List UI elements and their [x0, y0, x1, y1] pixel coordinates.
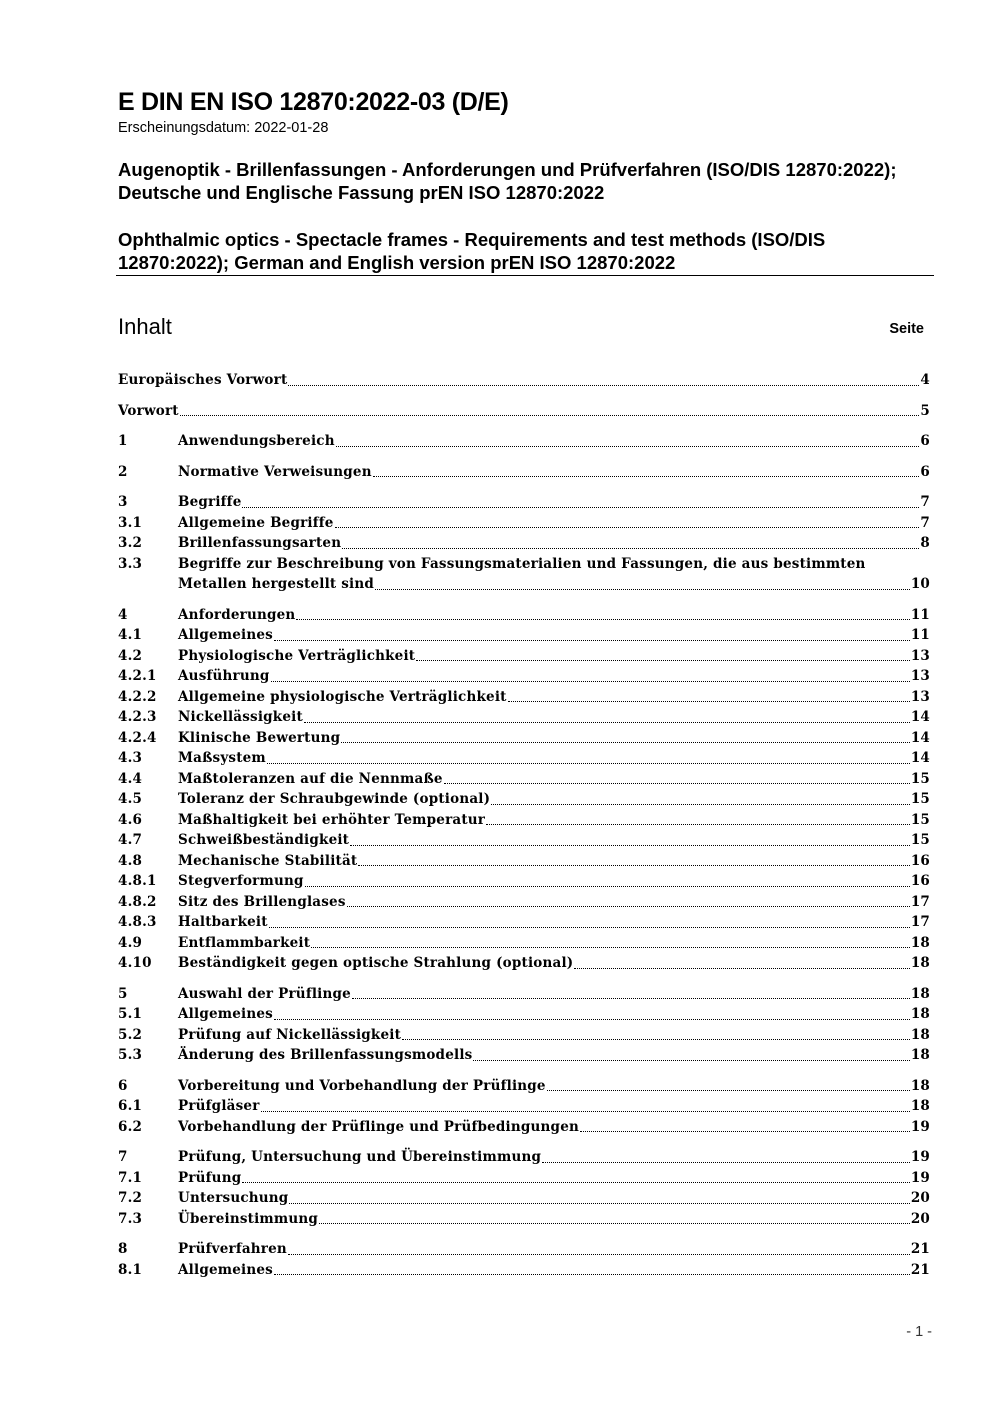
toc-leader-dots [311, 946, 910, 948]
toc-entry-page: 18 [910, 934, 930, 951]
toc-entry[interactable] [118, 1209, 930, 1230]
toc-entry-number: 5.3 [118, 1047, 143, 1063]
toc-leader-dots [335, 526, 919, 528]
toc-leader-dots [341, 741, 910, 743]
toc-entry[interactable] [118, 533, 930, 554]
toc-entry-number: 5 [118, 985, 128, 1002]
toc-entry[interactable] [118, 401, 930, 422]
toc-entry-number: 3.2 [118, 535, 143, 551]
toc-entry-number: 4.2.1 [118, 668, 157, 684]
toc-entry-page: 10 [910, 576, 930, 592]
toc-entry-number: 4.4 [118, 770, 143, 787]
toc-leader-dots [269, 926, 910, 928]
toc-entry-title: Klinische Bewertung [178, 729, 341, 746]
toc-entry-page: 21 [910, 1261, 930, 1278]
doc-id: E DIN EN ISO 12870:2022-03 (D/E) [118, 88, 509, 116]
toc-leader-dots [242, 1181, 909, 1183]
toc-entry-page: 19 [910, 1149, 930, 1165]
toc-entry-page: 4 [920, 372, 930, 388]
toc-entry-title: Änderung des Brillenfassungsmodells [178, 1047, 473, 1063]
toc-entry-title: Allgemeines [178, 1261, 273, 1278]
toc-leader-dots [319, 1222, 910, 1224]
toc-entry-page: 16 [910, 873, 930, 889]
toc-entry-title: Maßhaltigkeit bei erhöhter Temperatur [178, 811, 486, 828]
toc-entry[interactable] [118, 830, 930, 851]
toc-entry[interactable] [118, 871, 930, 892]
toc-leader-dots [350, 844, 910, 846]
toc-entry-number: 7.3 [118, 1210, 143, 1227]
toc-entry[interactable] [118, 1168, 930, 1189]
toc-entry-page: 14 [910, 729, 930, 746]
toc-entry[interactable] [118, 513, 930, 534]
toc-entry-title: Normative Verweisungen [178, 463, 372, 480]
toc-entry-title: Untersuchung [178, 1190, 289, 1206]
toc-entry[interactable] [118, 1045, 930, 1066]
toc-leader-dots [342, 547, 919, 549]
toc-entry-title: Toleranz der Schraubgewinde (optional) [178, 791, 491, 807]
toc-entry-page: 7 [920, 514, 930, 531]
toc-entry-page: 13 [910, 647, 930, 664]
toc-leader-dots [444, 782, 910, 784]
toc-leader-dots [304, 721, 910, 723]
table-of-contents [118, 370, 930, 1280]
toc-entry-number: 3.3 [118, 555, 143, 572]
toc-entry-number: 4.8.1 [118, 873, 157, 889]
toc-entry[interactable] [118, 728, 930, 749]
toc-entry-page: 16 [910, 852, 930, 869]
toc-entry-title: Prüfverfahren [178, 1241, 287, 1257]
toc-entry[interactable] [118, 1025, 930, 1046]
toc-leader-dots [358, 864, 909, 866]
toc-entry-page: 17 [910, 914, 930, 930]
toc-entry-number: 4.2.2 [118, 688, 157, 705]
publication-date: Erscheinungsdatum: 2022-01-28 [118, 120, 329, 136]
toc-leader-dots [352, 997, 910, 999]
toc-entry-page: 18 [910, 1098, 930, 1114]
toc-entry[interactable] [118, 687, 930, 708]
toc-entry-page: 15 [910, 832, 930, 848]
toc-entry-page: 14 [910, 709, 930, 725]
toc-entry-page: 7 [920, 494, 930, 510]
toc-entry-page: 13 [910, 688, 930, 705]
toc-entry-title: Sitz des Brillenglases [178, 893, 346, 910]
toc-entry-page: 13 [910, 668, 930, 684]
toc-entry-number: 7.2 [118, 1190, 143, 1206]
toc-leader-dots [289, 1202, 909, 1204]
toc-entry-title: Schweißbeständigkeit [178, 832, 350, 848]
toc-entry[interactable] [118, 707, 930, 728]
toc-entry[interactable] [118, 1260, 930, 1281]
toc-entry-title: Haltbarkeit [178, 914, 268, 930]
toc-entry-page: 5 [920, 402, 930, 419]
toc-entry-page: 18 [910, 1077, 930, 1094]
toc-entry[interactable] [118, 646, 930, 667]
toc-entry-title: Ausführung [178, 668, 270, 684]
toc-entry[interactable] [118, 625, 930, 646]
toc-entry[interactable] [118, 666, 930, 687]
toc-entry-title: Maßsystem [178, 750, 266, 766]
toc-entry-title: Vorbehandlung der Prüflinge und Prüfbedingungen [178, 1118, 580, 1135]
toc-leader-dots [336, 445, 919, 447]
toc-entry[interactable] [118, 462, 930, 483]
toc-entry-number: 5.1 [118, 1006, 143, 1022]
toc-entry-number: 3 [118, 494, 128, 510]
toc-entry-number: 8.1 [118, 1261, 143, 1278]
toc-entry-page: 17 [910, 893, 930, 910]
toc-leader-dots [473, 1059, 909, 1061]
toc-entry[interactable] [118, 912, 930, 933]
toc-entry[interactable] [118, 933, 930, 954]
toc-entry-title: Allgemeines [178, 1006, 273, 1022]
page-column-label: Seite [889, 321, 924, 337]
toc-entry-page: 11 [910, 627, 930, 643]
toc-entry[interactable] [118, 370, 930, 391]
toc-leader-dots [288, 384, 919, 386]
toc-entry-number: 6 [118, 1077, 128, 1094]
toc-entry-number: 4.8.3 [118, 914, 157, 930]
toc-entry-title: Allgemeine physiologische Verträglichkeit [178, 688, 507, 705]
toc-entry-title: Prüfung, Untersuchung und Übereinstimmung [178, 1149, 542, 1165]
toc-entry-number: 4 [118, 606, 128, 623]
toc-leader-dots [574, 967, 909, 969]
toc-leader-dots [542, 1161, 910, 1163]
toc-entry-page: 8 [920, 535, 930, 551]
toc-entry-number: 2 [118, 463, 128, 480]
toc-entry-page: 20 [910, 1210, 930, 1227]
toc-entry-title: Brillenfassungsarten [178, 535, 342, 551]
toc-leader-dots [271, 680, 910, 682]
toc-entry-page: 21 [910, 1241, 930, 1257]
toc-leader-dots [274, 639, 910, 641]
toc-entry-number: 6.1 [118, 1098, 143, 1114]
toc-entry-title-continued: Metallen hergestellt sind [178, 576, 375, 592]
toc-entry-title: Auswahl der Prüflinge [178, 985, 351, 1002]
toc-leader-dots [296, 618, 909, 620]
toc-entry-title: Vorbereitung und Vorbehandlung der Prüflinge [178, 1077, 546, 1094]
toc-entry-title: Mechanische Stabilität [178, 852, 358, 869]
page-number: - 1 - [906, 1324, 932, 1340]
toc-entry[interactable] [118, 605, 930, 626]
toc-entry-number: 3.1 [118, 514, 143, 531]
toc-leader-dots [416, 659, 910, 661]
toc-entry-page: 11 [910, 606, 930, 623]
toc-entry-title: Entflammbarkeit [178, 934, 311, 951]
toc-entry-page: 18 [910, 1026, 930, 1043]
toc-entry-page: 19 [910, 1118, 930, 1135]
toc-entry[interactable] [118, 1117, 930, 1138]
toc-entry-title: Begriffe zur Beschreibung von Fassungsmaterialien und Fassungen, die aus bestimmten [178, 555, 866, 572]
toc-entry[interactable] [118, 769, 930, 790]
toc-entry-page: 18 [910, 1006, 930, 1022]
toc-entry-title: Stegverformung [178, 873, 304, 889]
toc-entry-number: 4.1 [118, 627, 143, 643]
toc-entry-title: Europäisches Vorwort [118, 372, 288, 388]
toc-entry-number: 4.6 [118, 811, 143, 828]
toc-entry-page: 15 [910, 791, 930, 807]
toc-entry-number: 6.2 [118, 1118, 143, 1135]
toc-entry[interactable] [118, 892, 930, 913]
toc-leader-dots [580, 1130, 910, 1132]
toc-entry[interactable] [118, 1096, 930, 1117]
toc-entry[interactable] [118, 984, 930, 1005]
toc-leader-dots [491, 803, 910, 805]
toc-entry-number: 5.2 [118, 1026, 143, 1043]
toc-leader-dots [305, 885, 910, 887]
toc-entry-page: 15 [910, 770, 930, 787]
toc-leader-dots [261, 1110, 910, 1112]
toc-entry[interactable] [118, 953, 930, 974]
toc-leader-dots [180, 414, 919, 416]
toc-entry-title: Nickellässigkeit [178, 709, 303, 725]
toc-heading: Inhalt [118, 314, 172, 339]
toc-entry-page: 18 [910, 955, 930, 971]
toc-entry[interactable] [118, 851, 930, 872]
toc-entry[interactable] [118, 431, 930, 452]
toc-entry-number: 4.8 [118, 852, 143, 869]
toc-entry[interactable] [118, 554, 930, 595]
toc-leader-dots [274, 1273, 910, 1275]
toc-leader-dots [274, 1018, 910, 1020]
toc-leader-dots [347, 905, 910, 907]
toc-entry-number: 4.5 [118, 791, 143, 807]
toc-entry-number: 8 [118, 1241, 128, 1257]
toc-entry-page: 19 [910, 1169, 930, 1186]
toc-entry-title: Physiologische Verträglichkeit [178, 647, 416, 664]
toc-entry[interactable] [118, 1188, 930, 1209]
toc-leader-dots [242, 506, 919, 508]
toc-entry-number: 4.10 [118, 955, 152, 971]
toc-entry[interactable] [118, 1004, 930, 1025]
toc-entry[interactable] [118, 1239, 930, 1260]
title-english: Ophthalmic optics - Spectacle frames - Requirements and test methods (ISO/DIS 12870:2022); German and English version prEN ISO 12870:2022 [118, 229, 826, 273]
toc-leader-dots [402, 1038, 910, 1040]
title-german: Augenoptik - Brillenfassungen - Anforderungen und Prüfverfahren (ISO/DIS 12870:2022); Deutsche und Englische Fassung prEN ISO 12870:2022 [118, 159, 897, 203]
toc-leader-dots [508, 700, 910, 702]
toc-entry-number: 4.7 [118, 832, 143, 848]
toc-leader-dots [375, 588, 910, 590]
toc-entry-title: Allgemeines [178, 627, 273, 643]
toc-entry-number: 4.3 [118, 750, 143, 766]
toc-entry[interactable] [118, 1147, 930, 1168]
toc-entry-title: Prüfung [178, 1169, 242, 1186]
toc-entry-number: 7 [118, 1149, 128, 1165]
toc-entry-number: 4.2.3 [118, 709, 157, 725]
toc-entry-page: 6 [920, 433, 930, 449]
toc-leader-dots [486, 823, 910, 825]
toc-leader-dots [373, 475, 919, 477]
toc-entry-page: 20 [910, 1190, 930, 1206]
toc-entry-page: 6 [920, 463, 930, 480]
toc-leader-dots [547, 1089, 910, 1091]
toc-entry-number: 4.2 [118, 647, 143, 664]
toc-entry-title: Anwendungsbereich [178, 433, 335, 449]
toc-leader-dots [267, 762, 910, 764]
toc-entry-title: Beständigkeit gegen optische Strahlung (optional) [178, 955, 574, 971]
toc-entry-page: 18 [910, 985, 930, 1002]
toc-entry-page: 14 [910, 750, 930, 766]
toc-entry-title: Übereinstimmung [178, 1210, 319, 1227]
toc-entry-title: Vorwort [118, 402, 179, 419]
toc-entry-title: Anforderungen [178, 606, 296, 623]
toc-entry-title: Prüfung auf Nickellässigkeit [178, 1026, 402, 1043]
toc-entry[interactable] [118, 789, 930, 810]
toc-entry-title: Maßtoleranzen auf die Nennmaße [178, 770, 443, 787]
toc-entry-number: 1 [118, 433, 128, 449]
toc-entry-number: 4.9 [118, 934, 143, 951]
toc-entry[interactable] [118, 1076, 930, 1097]
toc-entry-title: Allgemeine Begriffe [178, 514, 334, 531]
toc-entry-title: Prüfgläser [178, 1098, 260, 1114]
toc-entry-title: Begriffe [178, 494, 242, 510]
toc-entry-number: 4.2.4 [118, 729, 157, 746]
toc-entry-number: 7.1 [118, 1169, 143, 1186]
header-rule [116, 275, 934, 276]
toc-entry[interactable] [118, 492, 930, 513]
toc-entry-page: 15 [910, 811, 930, 828]
toc-entry[interactable] [118, 748, 930, 769]
toc-leader-dots [288, 1253, 910, 1255]
toc-entry-page: 18 [910, 1047, 930, 1063]
toc-entry[interactable] [118, 810, 930, 831]
toc-entry-number: 4.8.2 [118, 893, 157, 910]
